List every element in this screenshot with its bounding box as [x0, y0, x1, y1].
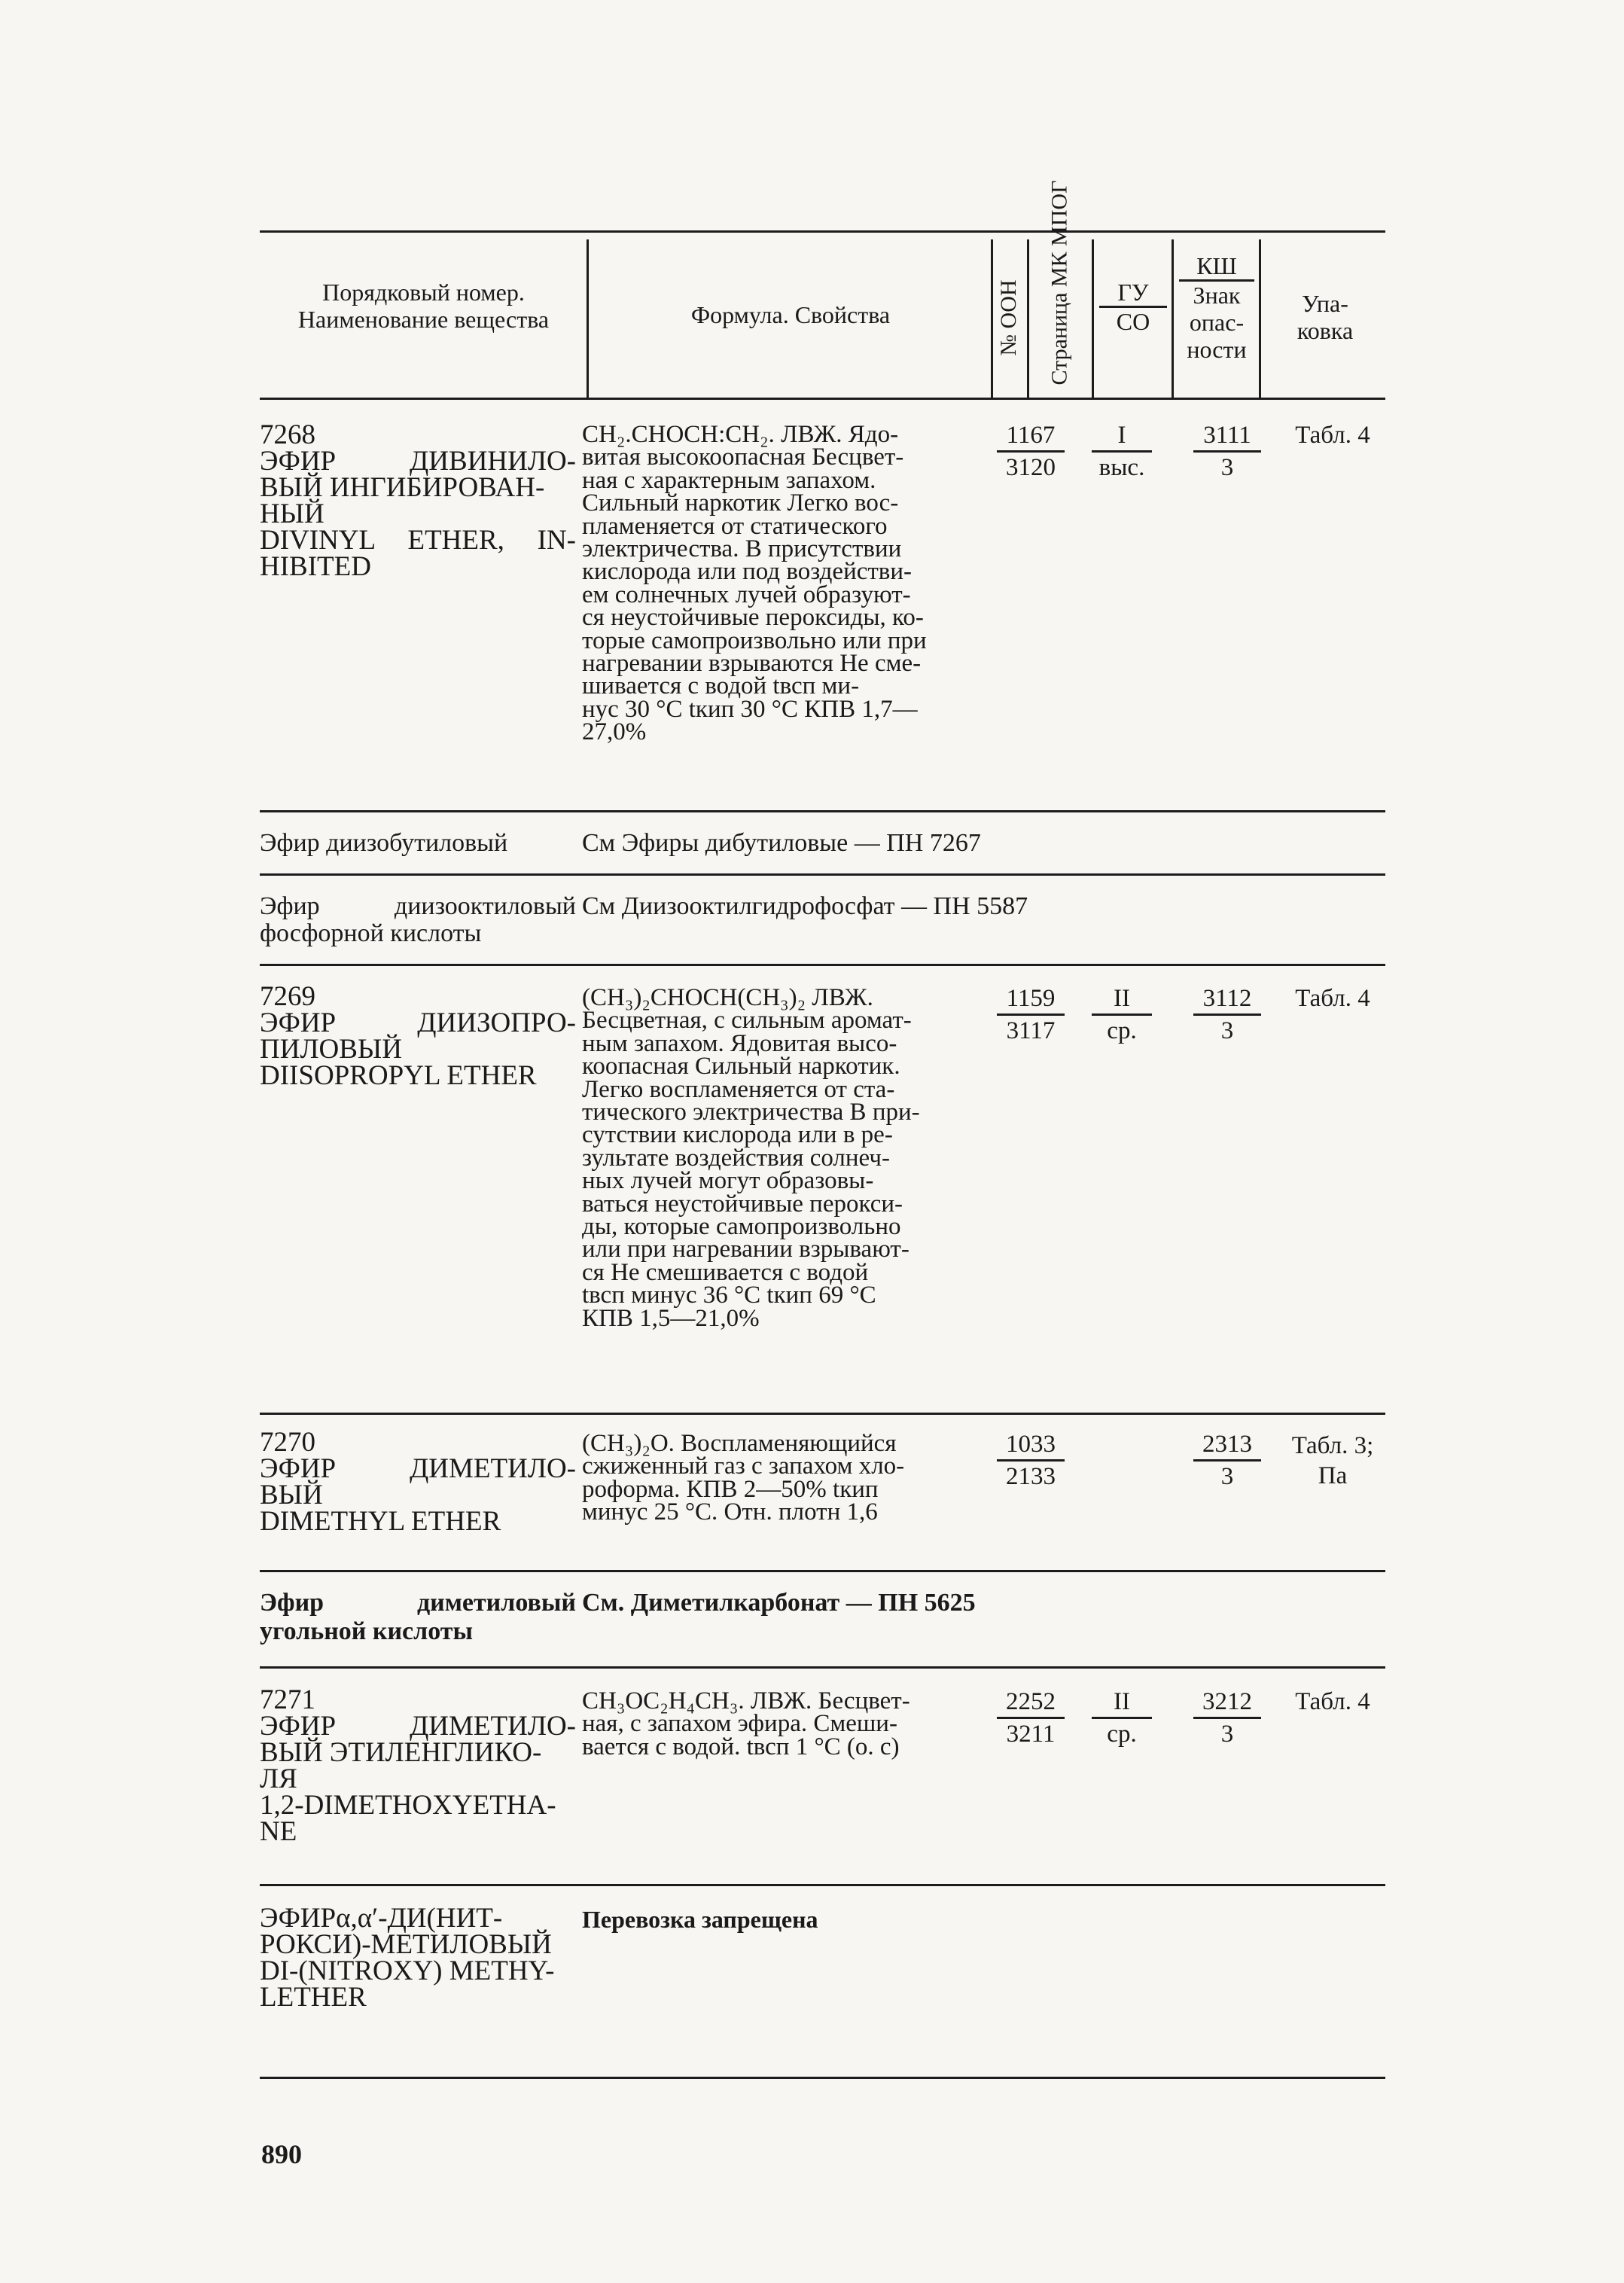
desc-line: ем солнечных лучей образуют-	[582, 581, 911, 608]
entry-name-line: ЭФИР ДИВИНИЛО-	[260, 446, 576, 477]
ksh-value: 3111	[1193, 422, 1261, 453]
un-number: 1033	[997, 1431, 1065, 1462]
desc-line: Бесцветная, с сильным аромат-	[582, 1007, 912, 1035]
header-ksh-bottom: Знак опас-ности	[1187, 282, 1247, 363]
ksh-sign-fraction	[1193, 1688, 1261, 1748]
entry-name-line: HIBITED	[260, 551, 371, 582]
entry-name	[260, 419, 576, 582]
desc-line: tвсп минус 36 °C tкип 69 °C	[582, 1282, 876, 1309]
entry-name-line: ВЫЙ ИНГИБИРОВАН-	[260, 472, 545, 503]
header-pack: Упа-ковка	[1296, 290, 1354, 344]
desc-line: или при нагревании взрывают-	[582, 1236, 910, 1263]
entry-name-line: ЭФИР ДИМЕТИЛО-	[260, 1711, 576, 1742]
separator-rule	[260, 1884, 1385, 1886]
entry-name-line: DIMETHYL ETHER	[260, 1506, 501, 1537]
entry-name-line: ЭФИР ДИИЗОПРО-	[260, 1007, 576, 1038]
header-gu	[1099, 279, 1167, 335]
un-number: 2252	[997, 1688, 1065, 1719]
ksh-value: 3112	[1193, 985, 1261, 1016]
ksh-value: 2313	[1193, 1431, 1261, 1462]
co-value: выс.	[1098, 454, 1145, 481]
entry-id: 7268	[260, 419, 315, 450]
desc-line: зультате воздействия солнеч-	[582, 1144, 890, 1172]
header-divider	[1092, 239, 1094, 398]
ref-name-cont: угольной кислоты	[260, 1617, 474, 1645]
desc-line: витая высокоопасная Бесцвет-	[582, 443, 904, 471]
desc-line: CH₂.CHOCH:CH₂. ЛВЖ. Ядо-	[582, 421, 899, 448]
header-page: Страница МК МПОГ	[1047, 180, 1072, 386]
ref-name: Эфир диизобутиловый	[260, 829, 508, 857]
desc-line: (CH₃)₂O. Воспламеняющийся	[582, 1430, 897, 1457]
entry-name-line: DI-(NITROXY) METHY-	[260, 1955, 555, 1986]
entry-name-line: 1,2-DIMETHOXYETHA-	[260, 1790, 556, 1821]
entry-name-line: NE	[260, 1816, 297, 1847]
desc-line: ся неустойчивые пероксиды, ко-	[582, 604, 924, 632]
gu-value: I	[1092, 422, 1152, 453]
entry-name	[260, 983, 576, 1089]
desc-line: коопасная Сильный наркотик.	[582, 1053, 900, 1081]
ref-text: См Эфиры дибутиловые — ПН 7267	[582, 829, 981, 857]
header-gu-top: ГУ	[1099, 279, 1167, 308]
pack-value: Табл. 4	[1295, 985, 1370, 1012]
desc-line: минус 25 °C. Отн. плотн 1,6	[582, 1498, 878, 1526]
desc-line: Легко воспламеняется от ста-	[582, 1075, 895, 1103]
header-divider	[1172, 239, 1174, 398]
separator-rule	[260, 873, 1385, 876]
gu-co-fraction	[1092, 422, 1152, 481]
entry-name	[260, 1429, 576, 1535]
desc-line: кислорода или под воздействи-	[582, 558, 913, 586]
pack-value: Табл. 3; Па	[1291, 1432, 1374, 1489]
un-page-fraction	[997, 985, 1065, 1044]
desc-line: роформа. КПВ 2—50% tкип	[582, 1475, 879, 1503]
co-value: ср.	[1107, 1721, 1137, 1748]
desc-line: пламеняется от статического	[582, 512, 888, 540]
desc-line: ная с характерным запахом.	[582, 466, 876, 494]
pack-value: Табл. 4	[1295, 422, 1370, 449]
entry-id: 7270	[260, 1427, 315, 1458]
un-page-fraction	[997, 422, 1065, 481]
separator-rule	[260, 1570, 1385, 1572]
entry-name-line: ВЫЙ	[260, 1480, 323, 1510]
entry-name-line: ЭФИР ДИМЕТИЛО-	[260, 1453, 576, 1484]
entry-description	[582, 1687, 995, 1760]
header-name: Порядковый номер. Наименование вещества	[297, 279, 550, 333]
page-number-ref: 2133	[1006, 1463, 1056, 1490]
bottom-rule	[260, 2077, 1385, 2079]
ksh-sign-fraction	[1193, 1431, 1261, 1490]
separator-rule	[260, 1666, 1385, 1669]
desc-line: ная, с запахом эфира. Смеши-	[582, 1710, 897, 1738]
entry-name-line: DIVINYL ETHER, IN-	[260, 525, 576, 556]
gu-co-fraction	[1092, 1688, 1152, 1748]
desc-line: (CH₃)₂CHOCH(CH₃)₂ ЛВЖ.	[582, 984, 873, 1011]
ksh-sign-fraction	[1193, 422, 1261, 481]
gu-value: II	[1092, 1688, 1152, 1719]
separator-rule	[260, 1413, 1385, 1415]
entry-name-line: ЛЯ	[260, 1763, 297, 1794]
sign-value: 3	[1220, 1463, 1234, 1490]
header-bottom-rule	[260, 398, 1385, 400]
entry-description	[582, 423, 995, 744]
sign-value: 3	[1220, 1721, 1234, 1748]
entry-name-line: ЭФИРα,α′-ДИ(НИТ-	[260, 1903, 503, 1934]
entry-name-line: НЫЙ	[260, 498, 324, 529]
entry-name-line: ВЫЙ ЭТИЛЕНГЛИКО-	[260, 1737, 542, 1768]
header-divider	[1259, 239, 1261, 398]
header-un-number: № ООН	[996, 279, 1021, 356]
ref-name: Эфир диизооктиловый	[260, 892, 576, 920]
desc-line: сутствии кислорода или в ре-	[582, 1121, 893, 1149]
un-number: 1159	[997, 985, 1065, 1016]
header-divider	[1027, 239, 1029, 398]
separator-rule	[260, 810, 1385, 812]
gu-co-fraction	[1092, 985, 1152, 1044]
header-formula: Формула. Свойства	[690, 301, 891, 328]
entry-id: 7269	[260, 981, 315, 1012]
desc-line: CH₃OC₂H₄CH₃. ЛВЖ. Бесцвет-	[582, 1687, 910, 1715]
entry-name-line: РОКСИ)-МЕТИЛОВЫЙ	[260, 1929, 552, 1960]
desc-line: ся Не смешивается с водой	[582, 1258, 869, 1286]
un-number: 1167	[997, 422, 1065, 453]
page-number-ref: 3211	[1006, 1721, 1056, 1748]
un-page-fraction	[997, 1688, 1065, 1748]
entry-name-line: ПИЛОВЫЙ	[260, 1034, 402, 1065]
header-top-rule	[260, 230, 1385, 233]
ref-text: См Диизооктилгидрофосфат — ПН 5587	[582, 892, 1028, 920]
un-page-fraction	[997, 1431, 1065, 1490]
header-ksh-top: КШ	[1179, 252, 1254, 282]
entry-description	[582, 1432, 995, 1524]
desc-line: электричества. В присутствии	[582, 535, 902, 563]
entry-name	[260, 1684, 576, 1847]
entry-id: 7271	[260, 1684, 315, 1715]
desc-line: ваться неустойчивые перокси-	[582, 1190, 903, 1218]
header-divider	[991, 239, 993, 398]
gu-value: II	[1092, 985, 1152, 1016]
ref-name-cont: фосфорной кислоты	[260, 919, 482, 947]
desc-line: КПВ 1,5—21,0%	[582, 1304, 760, 1332]
separator-rule	[260, 964, 1385, 966]
page-number-ref: 3117	[1006, 1017, 1056, 1044]
desc-line: ных лучей могут образовы-	[582, 1167, 874, 1195]
desc-line: сжиженный газ с запахом хло-	[582, 1452, 905, 1480]
ksh-value: 3212	[1193, 1688, 1261, 1719]
ref-name: Эфир диметиловый	[260, 1589, 576, 1617]
page-number: 890	[261, 2139, 302, 2169]
co-value: ср.	[1107, 1017, 1137, 1044]
desc-line: шивается с водой tвсп ми-	[582, 672, 860, 700]
sign-value: 3	[1220, 1017, 1234, 1044]
ksh-sign-fraction	[1193, 985, 1261, 1044]
transport-prohibited: Перевозка запрещена	[582, 1906, 818, 1933]
page-number-ref: 3120	[1006, 454, 1056, 481]
header-ksh	[1179, 252, 1254, 363]
sign-value: 3	[1220, 454, 1234, 481]
desc-line: ды, которые самопроизвольно	[582, 1213, 901, 1241]
desc-line: 27,0%	[582, 718, 647, 746]
desc-line: нус 30 °C tкип 30 °C КПВ 1,7—	[582, 695, 918, 723]
entry-description	[582, 986, 995, 1330]
desc-line: тического электричества В при-	[582, 1099, 920, 1126]
ref-text: См. Диметилкарбонат — ПН 5625	[582, 1589, 976, 1617]
entry-name	[260, 1903, 576, 2013]
desc-line: Сильный наркотик Легко вос-	[582, 489, 899, 517]
desc-line: нагревании взрываются Не сме-	[582, 650, 922, 678]
entry-name-line: DIISOPROPYL ETHER	[260, 1060, 537, 1091]
header-gu-bottom: СО	[1116, 308, 1150, 335]
pack-value: Табл. 4	[1295, 1688, 1370, 1715]
desc-line: ным запахом. Ядовитая высо-	[582, 1029, 897, 1057]
desc-line: торые самопроизвольно или при	[582, 626, 927, 654]
header-divider	[587, 239, 589, 398]
entry-name-line: LETHER	[260, 1982, 367, 2013]
desc-line: вается с водой. tвсп 1 °C (о. с)	[582, 1733, 900, 1760]
